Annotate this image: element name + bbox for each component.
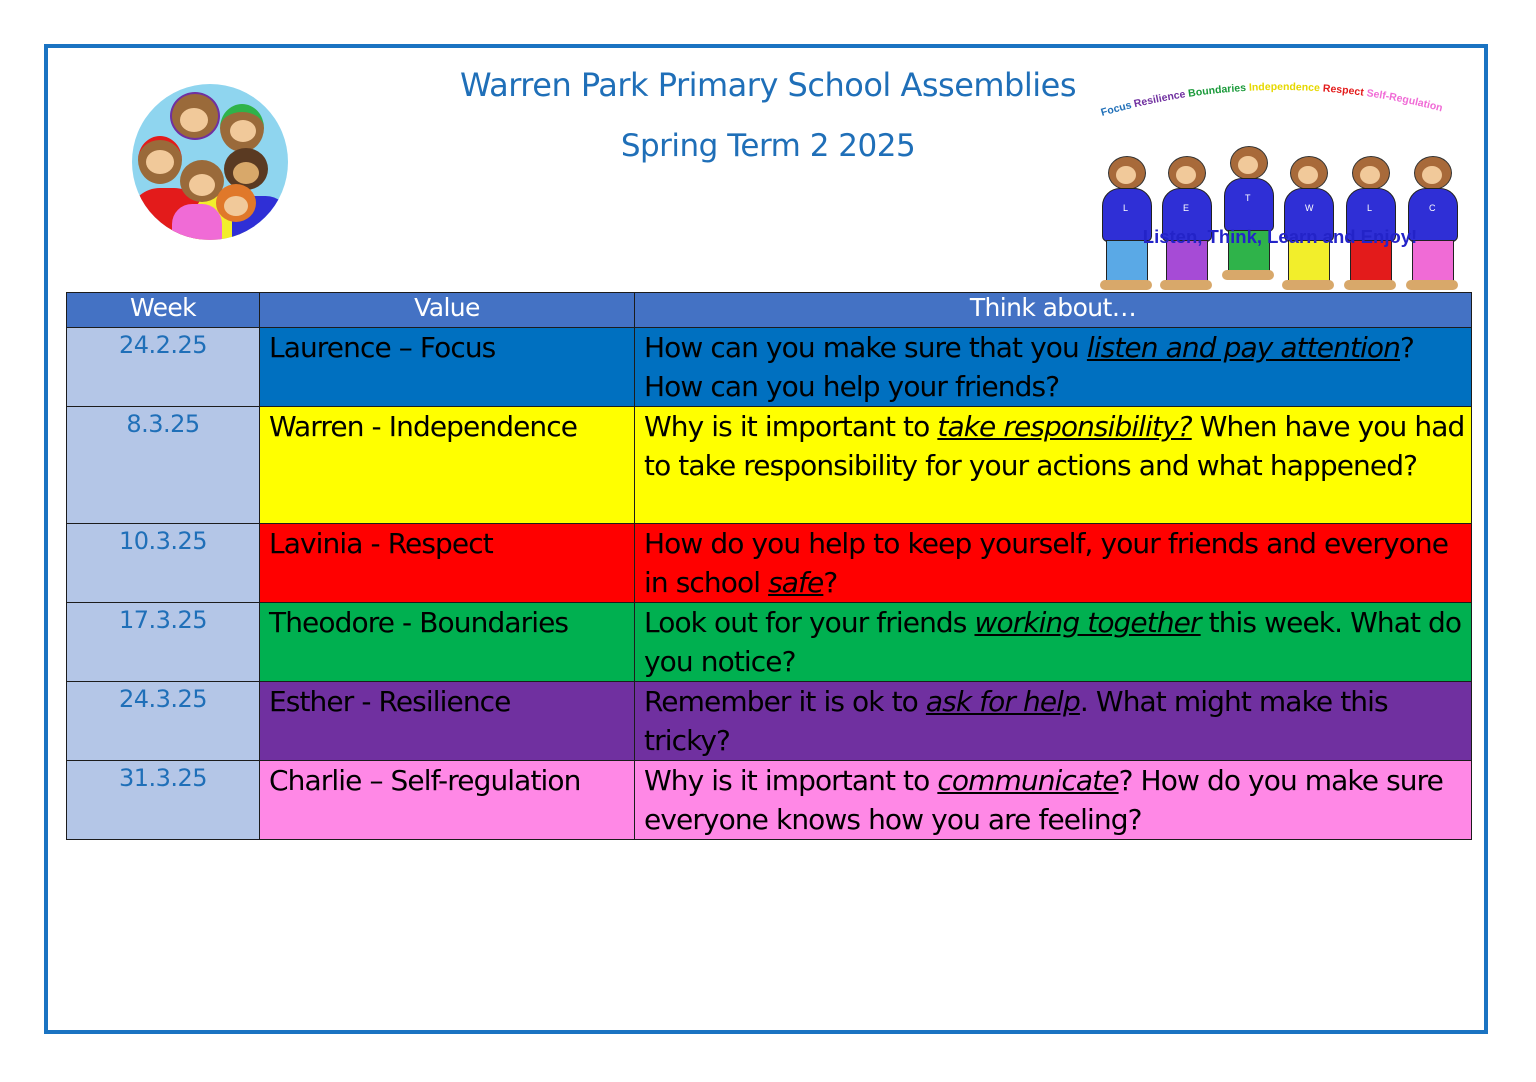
svg-text:Focus Resilience Boundaries xyxy=(1100,81,1444,119)
think-about-cell xyxy=(635,407,1472,524)
emphasised-phrase: ask for help xyxy=(925,685,1080,718)
logo-value-word: Resilience xyxy=(1132,88,1187,111)
monkey-figure xyxy=(1344,156,1396,292)
week-cell: 24.2.25 xyxy=(67,328,260,407)
emphasised-phrase: working together xyxy=(974,606,1201,639)
monkey-figure xyxy=(1406,156,1458,292)
logo-value-word: Independence xyxy=(1248,80,1321,95)
column-header-value: Value xyxy=(260,293,635,328)
think-about-cell xyxy=(635,603,1472,682)
think-about-text: ? How do you make sure everyone knows how you are feeling? xyxy=(644,764,1443,836)
column-header-think-about: Think about… xyxy=(635,293,1472,328)
table-row xyxy=(67,328,1472,407)
values-arc xyxy=(1096,70,1464,130)
value-cell: Charlie – Self-regulation xyxy=(260,761,635,840)
monkey-figure xyxy=(1282,156,1334,292)
value-cell: Warren - Independence xyxy=(260,407,635,524)
week-cell: 31.3.25 xyxy=(67,761,260,840)
table-row xyxy=(67,407,1472,524)
logo-tagline: Listen, Think, Learn and Enjoy! xyxy=(1142,226,1418,247)
think-about-text: Why is it important to xyxy=(644,764,938,797)
emphasised-phrase: safe xyxy=(768,566,824,599)
week-cell: 8.3.25 xyxy=(67,407,260,524)
page-subtitle: Spring Term 2 2025 xyxy=(620,128,916,164)
logo-value-word: Self-Regulation xyxy=(1365,87,1444,115)
value-cell: Laurence – Focus xyxy=(260,328,635,407)
think-about-text: ? How can you help your friends? xyxy=(644,331,1414,403)
table-row xyxy=(67,761,1472,840)
value-cell: Esther - Resilience xyxy=(260,682,635,761)
logo-value-word: Boundaries xyxy=(1187,81,1247,100)
values-arc-text xyxy=(1100,81,1444,119)
think-about-text: Look out for your friends xyxy=(644,606,975,639)
think-about-text: When have you had to take responsibility for your actions and what happened? xyxy=(644,410,1465,482)
logo-value-word: Focus xyxy=(1099,99,1133,119)
week-cell: 24.3.25 xyxy=(67,682,260,761)
think-about-text: Remember it is ok to xyxy=(644,685,926,718)
think-about-text: this week. What do you notice? xyxy=(644,606,1462,678)
table-header-row xyxy=(67,293,1472,328)
shirt-letter: W xyxy=(1305,203,1314,213)
week-cell: 10.3.25 xyxy=(67,524,260,603)
values-monkeys-logo xyxy=(1096,70,1464,255)
value-cell: Lavinia - Respect xyxy=(260,524,635,603)
think-about-text: . What might make this tricky? xyxy=(644,685,1388,757)
logo-value-word: Respect xyxy=(1322,82,1365,99)
table-row xyxy=(67,524,1472,603)
think-about-text: How can you make sure that you xyxy=(644,331,1087,364)
think-about-cell xyxy=(635,761,1472,840)
shirt-letter: L xyxy=(1123,203,1129,213)
week-cell: 17.3.25 xyxy=(67,603,260,682)
emphasised-phrase: communicate xyxy=(937,764,1119,797)
page-title: Warren Park Primary School Assemblies xyxy=(460,66,1076,104)
assembly-schedule-table xyxy=(66,292,1472,840)
monkey-figure xyxy=(1100,156,1152,292)
emphasised-phrase: take responsibility? xyxy=(937,410,1192,443)
table-row xyxy=(67,603,1472,682)
think-about-cell xyxy=(635,524,1472,603)
think-about-text: Why is it important to xyxy=(644,410,938,443)
shirt-letter: E xyxy=(1183,203,1190,213)
monkey-group-logo xyxy=(132,84,288,240)
think-about-cell xyxy=(635,328,1472,407)
shirt-letter: T xyxy=(1245,193,1251,203)
value-cell: Theodore - Boundaries xyxy=(260,603,635,682)
monkey-figure xyxy=(1160,156,1212,292)
column-header-week: Week xyxy=(67,293,260,328)
shirt-letter: L xyxy=(1367,203,1373,213)
think-about-cell xyxy=(635,682,1472,761)
monkey-figure xyxy=(1222,146,1274,282)
shirt-letter: C xyxy=(1429,203,1436,213)
table-row xyxy=(67,682,1472,761)
think-about-text: How do you help to keep yourself, your friends and everyone in school xyxy=(644,527,1449,599)
emphasised-phrase: listen and pay attention xyxy=(1086,331,1400,364)
think-about-text: ? xyxy=(823,566,838,599)
